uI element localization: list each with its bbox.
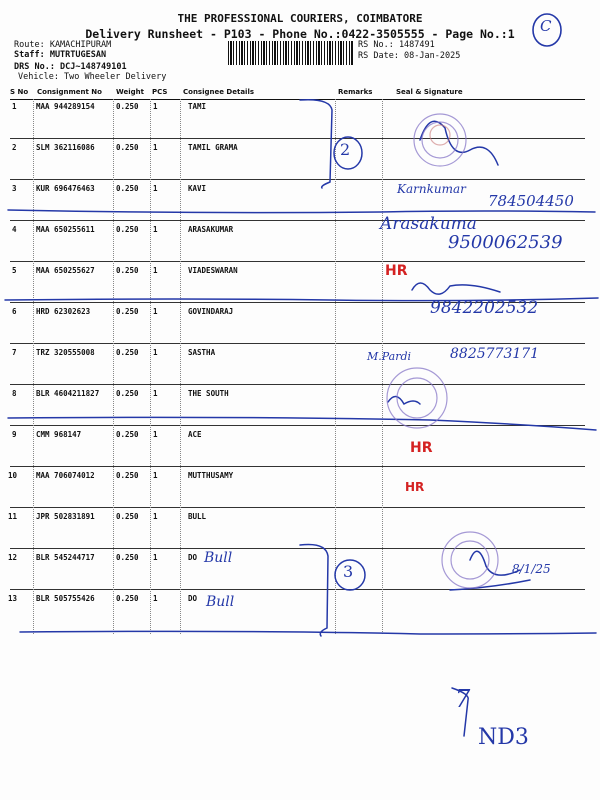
row-consignee: VIADESWARAN [188,266,238,275]
row-pcs: 1 [153,225,158,234]
row-consignee: MUTTHUSAMY [188,471,234,480]
row-pcs: 1 [153,553,158,562]
row12-delivery-date: 8/1/25 [512,562,551,576]
col-consignee: Consignee Details [183,88,255,96]
row10-hr-mark: HR [405,480,425,494]
row-consignee: ARASAKUMAR [188,225,234,234]
row-consignment: HRD 62302623 [36,307,91,316]
row-sno: 7 [12,348,17,357]
row7-receiver-name: M.Pardi [367,350,412,363]
row6-receiver-phone: 9842202532 [430,298,539,318]
row-pcs: 1 [153,430,158,439]
col-pcs: PCS [152,88,168,96]
row-pcs: 1 [153,348,158,357]
runsheet-title: Delivery Runsheet - P103 - Phone No.:0422-3505555 - Page No.:1 [85,27,515,41]
row-consignee: ACE [188,430,202,439]
rs-date: RS Date: 08-Jan-2025 [358,51,461,61]
row-pcs: 1 [153,307,158,316]
row-consignee: THE SOUTH [188,389,229,398]
row-weight: 0.250 [116,348,139,357]
row3-receiver-name: Karnkumar [397,182,466,196]
drs-number: DRS No.: DCJ~148749101 [14,62,127,72]
row-sno: 5 [12,266,17,275]
row-weight: 0.250 [116,594,139,603]
row-consignee: SASTHA [188,348,216,357]
row12-note: Bull [204,550,233,566]
row4-receiver-name: Arasakuma [380,214,477,234]
route-label: Route: KAMACHIPURAM [14,40,112,50]
row-consignment: MAA 944289154 [36,102,95,111]
row-consignee: DO [188,594,198,603]
row-weight: 0.250 [116,430,139,439]
row-pcs: 1 [153,594,158,603]
row13-note: Bull [206,594,235,610]
row-weight: 0.250 [116,512,139,521]
row-weight: 0.250 [116,307,139,316]
row-consignee: GOVINDARAJ [188,307,234,316]
row7-receiver-phone: 8825773171 [450,346,540,362]
circle-number-3: 3 [343,562,354,581]
row-pcs: 1 [153,389,158,398]
row3-receiver-phone: 784504450 [488,192,574,210]
col-weight: Weight [116,88,144,96]
row4-receiver-phone: 9500062539 [448,232,563,253]
row-consignment: BLR 545244717 [36,553,95,562]
row-pcs: 1 [153,102,158,111]
row9-hr-mark: HR [410,440,433,456]
row-pcs: 1 [153,184,158,193]
row-pcs: 1 [153,512,158,521]
row-sno: 3 [12,184,17,193]
row-weight: 0.250 [116,184,139,193]
vehicle-label: Vehicle: Two Wheeler Delivery [18,72,167,82]
row-consignee: TAMIL GRAMA [188,143,238,152]
row-consignee: DO [188,553,198,562]
row5-hr-mark: HR [385,263,408,279]
row-consignee: KAVI [188,184,207,193]
row-sno: 9 [12,430,17,439]
row-sno: 2 [12,143,17,152]
col-seal-signature: Seal & Signature [396,88,463,96]
row-consignment: MAA 706074012 [36,471,95,480]
row-consignment: KUR 696476463 [36,184,95,193]
row-weight: 0.250 [116,102,139,111]
company-title: THE PROFESSIONAL COURIERS, COIMBATORE [177,12,423,25]
row-sno: 6 [12,307,17,316]
bottom-note: ND3 [478,725,529,750]
row-sno: 8 [12,389,17,398]
row-sno: 13 [8,594,18,603]
row-weight: 0.250 [116,553,139,562]
bottom-count: 7 [455,685,471,713]
row-consignment: MAA 650255611 [36,225,95,234]
row-sno: 4 [12,225,17,234]
row-consignment: BLR 505755426 [36,594,95,603]
row-consignment: SLM 362116086 [36,143,95,152]
row-pcs: 1 [153,266,158,275]
corner-mark: C [540,17,552,35]
row-consignment: BLR 4604211827 [36,389,100,398]
row-weight: 0.250 [116,471,139,480]
circle-number-2: 2 [340,140,351,159]
row-consignment: JPR 502831891 [36,512,95,521]
col-remarks: Remarks [338,88,373,96]
row-pcs: 1 [153,471,158,480]
row-consignment: MAA 650255627 [36,266,95,275]
row-consignment: TRZ 320555008 [36,348,95,357]
row-consignee: TAMI [188,102,207,111]
row-weight: 0.250 [116,143,139,152]
col-consignment: Consignment No [37,88,102,96]
row-sno: 1 [12,102,17,111]
row-weight: 0.250 [116,389,139,398]
row-sno: 10 [8,471,18,480]
col-sno: S No [10,88,29,96]
row-sno: 11 [8,512,18,521]
row-sno: 12 [8,553,18,562]
row-weight: 0.250 [116,266,139,275]
row-pcs: 1 [153,143,158,152]
staff-label: Staff: MUTRTUGESAN [14,50,107,60]
row-consignee: BULL [188,512,207,521]
row-consignment: CMM 968147 [36,430,82,439]
rs-number: RS No.: 1487491 [358,40,435,50]
row-weight: 0.250 [116,225,139,234]
